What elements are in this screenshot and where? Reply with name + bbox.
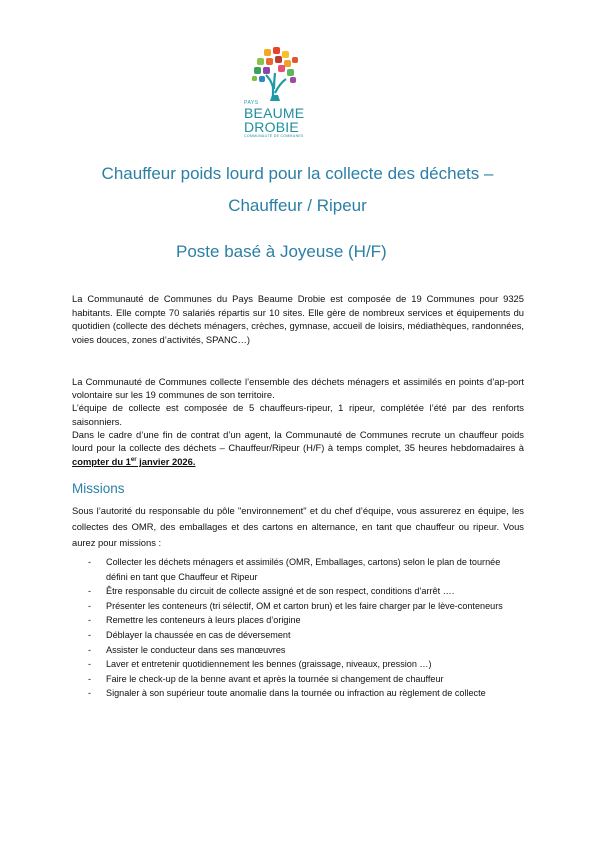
list-item: - Collecter les déchets ménagers et assimilés (OMR, Emballages, cartons) selon le plan de tournée défini en tant que Chauffeur et Ripeur <box>88 557 501 582</box>
list-item-text: Collecter les déchets ménagers et assimilés (OMR, Emballages, cartons) selon le plan de tournée défini en tant que Chauffeur et Ripeur <box>106 557 501 582</box>
list-item: - Présenter les conteneurs (tri sélectif, OM et carton brun) et les faire charger par le lève-conteneurs <box>88 600 503 611</box>
list-item: - Être responsable du circuit de collecte assigné et de son respect, conditions d’arrêt …. <box>88 586 455 597</box>
list-item-text: Assister le conducteur dans ses manœuvres <box>106 644 286 655</box>
logo-pays: PAYS <box>244 100 259 106</box>
context-paragraph <box>72 375 524 469</box>
list-item-text: Signaler à son supérieur toute anomalie dans la tournée ou infraction au règlement de collecte <box>106 688 486 699</box>
context-line1: La Communauté de Communes collecte l’ensemble des déchets ménagers et assimilés en points d’ap-port volontaire sur les 19 communes de son territoire. <box>72 376 524 401</box>
missions-intro: Sous l’autorité du responsable du pôle "environnement" et du chef d’équipe, vous assurerez en équipe, les collectes des OMR, des emballages et des cartons en alternance, en tant que chauffeur ou ripeur. Vous aurez pour missions : <box>72 505 524 548</box>
list-item: - Faire le check-up de la benne avant et après la tournée si changement de chauffeur <box>88 673 444 684</box>
context-line3-text: Dans le cadre d’une fin de contrat d’un agent, la Communauté de Communes recrute un chauffeur poids lourd pour la collecte des déchets – Chauffeur/Ripeur (H/F) à temps complet, 35 heures hebdomadaires à <box>72 428 524 454</box>
missions-list <box>88 555 508 701</box>
job-title-line2: Chauffeur / Ripeur <box>228 196 367 215</box>
job-title-line1: Chauffeur poids lourd pour la collecte des déchets – <box>101 164 494 183</box>
list-item-text: Laver et entretenir quotidiennement les bennes (graissage, niveaux, pression …) <box>106 659 432 670</box>
intro-paragraph: La Communauté de Communes du Pays Beaume Drobie est composée de 19 Communes pour 9325 habitants. Elle compte 70 salariés répartis sur 10 sites. Elle gère de nombreux services et équipements du quotidien (collecte des déchets ménagers, crèches, gymnase, accueil de loisirs, médiathèques, randonnées, voies douces, zones d’activités, SPANC…) <box>72 293 524 345</box>
list-item: - Assister le conducteur dans ses manœuvres <box>88 644 286 655</box>
start-date-sup: er <box>130 457 137 464</box>
list-item-text: Remettre les conteneurs à leurs places d’origine <box>106 615 301 626</box>
start-date-prefix: compter du 1 <box>72 456 131 468</box>
context-line2: L’équipe de collecte est composée de 5 chauffeurs-ripeur, 1 ripeur, complétée l’été par des renforts saisonniers. <box>72 402 524 427</box>
list-item: - Signaler à son supérieur toute anomalie dans la tournée ou infraction au règlement de collecte <box>88 688 486 699</box>
list-item-text: Déblayer la chaussée en cas de déversement <box>106 629 291 640</box>
logo-beaume: BEAUME <box>244 105 305 121</box>
list-item-text: Être responsable du circuit de collecte assigné et de son respect, conditions d’arrêt …. <box>106 586 455 597</box>
logo-wordmark <box>244 100 314 138</box>
list-item: - Remettre les conteneurs à leurs places d’origine <box>88 615 301 626</box>
start-date-suffix: janvier 2026. <box>136 456 196 468</box>
logo-communaute: COMMUNAUTÉ DE COMMUNES <box>244 134 304 138</box>
list-item: - Déblayer la chaussée en cas de déversement <box>88 629 291 640</box>
list-item-text: Présenter les conteneurs (tri sélectif, OM et carton brun) et les faire charger par le lève-conteneurs <box>106 600 503 611</box>
context-line3 <box>72 428 524 469</box>
start-date <box>72 456 195 467</box>
list-item: - Laver et entretenir quotidiennement les bennes (graissage, niveaux, pression …) <box>88 659 432 670</box>
logo-drobie: DROBIE <box>244 119 299 135</box>
list-item-text: Faire le check-up de la benne avant et après la tournée si changement de chauffeur <box>106 673 444 684</box>
job-location: Poste basé à Joyeuse (H/F) <box>176 242 387 261</box>
missions-heading: Missions <box>72 481 125 496</box>
